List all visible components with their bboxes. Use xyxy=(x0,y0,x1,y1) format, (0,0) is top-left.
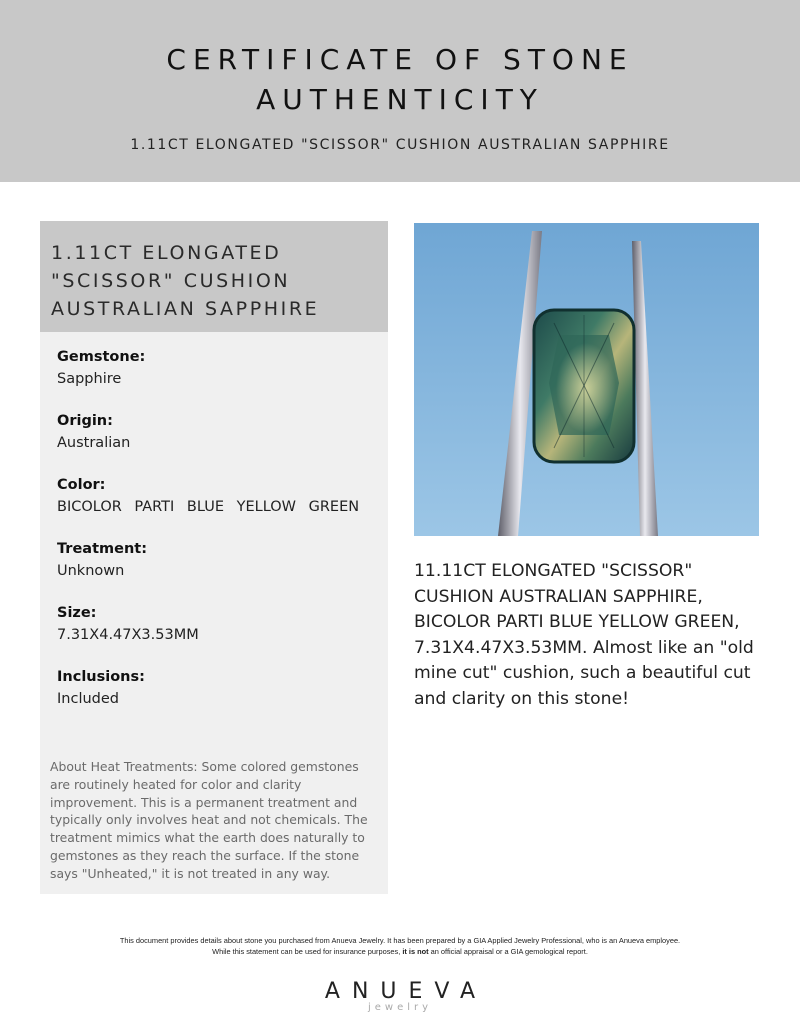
spec-value: Australian xyxy=(57,435,131,451)
disclaimer-emphasis: it is not xyxy=(402,946,429,956)
spec-label: Size: xyxy=(57,605,97,621)
certificate-header xyxy=(0,0,800,182)
stone-subtitle: 1.11CT ELONGATED "SCISSOR" CUSHION AUSTRALIAN SAPPHIRE xyxy=(130,137,670,153)
spec-value: Sapphire xyxy=(57,371,122,387)
spec-treatment xyxy=(57,538,371,582)
spec-value: BICOLOR PARTI BLUE YELLOW GREEN xyxy=(57,499,360,515)
spec-value: Included xyxy=(57,691,119,707)
spec-size xyxy=(57,602,371,646)
spec-origin xyxy=(57,410,371,454)
disclaimer-line-2: While this statement can be used for insurance purposes, it is not an official appraisal or a GIA gemological report. xyxy=(212,946,588,956)
stone-photo xyxy=(414,223,759,536)
spec-label: Color: xyxy=(57,477,106,493)
stone-details-panel xyxy=(40,221,388,894)
disclaimer-line-1: This document provides details about stone you purchased from Anueva Jewelry. It has been prepared by a GIA Applied Jewelry Professional, who is an Anueva employee. xyxy=(119,936,681,945)
spec-label: Gemstone: xyxy=(57,349,146,365)
anueva-logo xyxy=(0,978,800,1014)
spec-value: 7.31X4.47X3.53MM xyxy=(57,627,199,643)
title-line-1: CERTIFICATE OF STONE xyxy=(166,43,634,76)
stone-name-heading: 1.11CT ELONGATED "SCISSOR" CUSHION AUSTRALIAN SAPPHIRE xyxy=(40,221,388,332)
spec-value: Unknown xyxy=(57,563,125,579)
stone-description: 11.11CT ELONGATED "SCISSOR" CUSHION AUSTRALIAN SAPPHIRE, BICOLOR PARTI BLUE YELLOW GREEN, 7.31X4.47X3.53MM. Almost like an "old mine cut" cushion, such a beautiful cut and clarity on this stone! xyxy=(414,561,754,709)
spec-list xyxy=(40,332,388,710)
spec-inclusions xyxy=(57,666,371,710)
title-line-2: AUTHENTICITY xyxy=(256,83,544,116)
heat-treatment-note: About Heat Treatments: Some colored gemstones are routinely heated for color and clarity improvement. This is a permanent treatment and typically only involves heat and not chemicals. The treatment mimics what the earth does naturally to gemstones as they reach the surface. If the stone says "Unheated," it is not treated in any way. xyxy=(50,759,368,881)
spec-gemstone xyxy=(57,346,371,390)
gemstone-highlight xyxy=(556,343,616,433)
spec-label: Treatment: xyxy=(57,541,147,557)
certificate-title xyxy=(0,40,800,120)
logo-wordmark: ANUEVA xyxy=(324,979,488,1004)
spec-label: Origin: xyxy=(57,413,113,429)
logo-tagline: jewelry xyxy=(367,1002,433,1013)
spec-label: Inclusions: xyxy=(57,669,145,685)
disclaimer xyxy=(40,936,760,957)
spec-color xyxy=(57,474,371,518)
